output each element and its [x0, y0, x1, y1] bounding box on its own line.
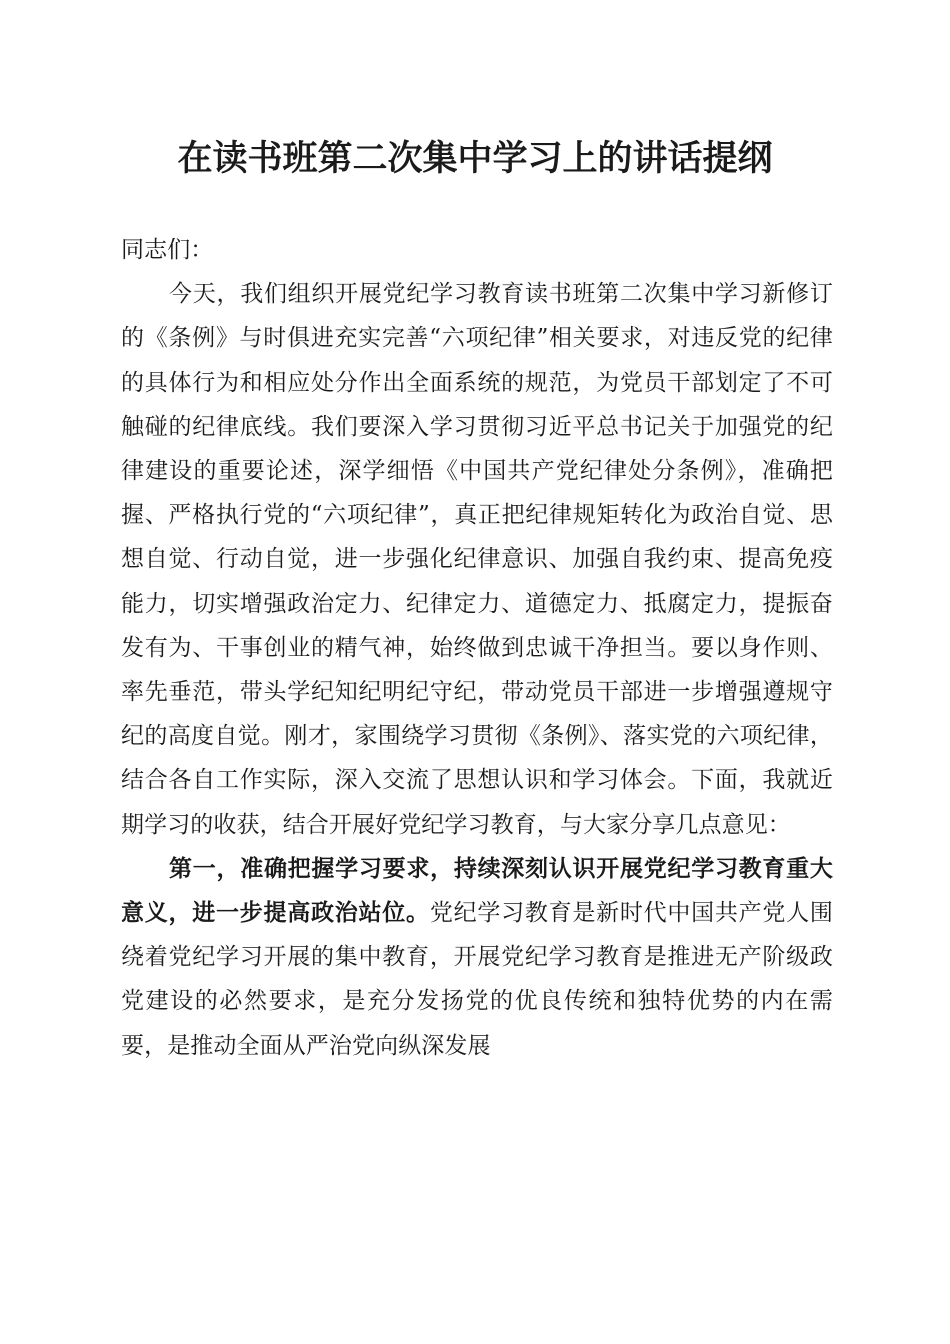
document-body: [121, 228, 833, 1068]
paragraph-opening: 今天，我们组织开展党纪学习教育读书班第二次集中学习新修订的《条例》与时俱进充实完善“六项纪律”相关要求，对违反党的纪律的具体行为和相应处分作出全面系统的规范，为党员干部划定了不可触碰的纪律底线。我们要深入学习贯彻习近平总书记关于加强党的纪律建设的重要论述，深学细悟《中国共产党纪律处分条例》，准确把握、严格执行党的“六项纪律”，真正把纪律规矩转化为政治自觉、思想自觉、行动自觉，进一步强化纪律意识、加强自我约束、提高免疫能力，切实增强政治定力、纪律定力、道德定力、抵腐定力，提振奋发有为、干事创业的精气神，始终做到忠诚干净担当。要以身作则、率先垂范，带头学纪知纪明纪守纪，带动党员干部进一步增强遵规守纪的高度自觉。刚才，家围绕学习贯彻《条例》、落实党的六项纪律，结合各自工作实际，深入交流了思想认识和学习体会。下面，我就近期学习的收获，结合开展好党纪学习教育，与大家分享几点意见：: [121, 281, 833, 838]
salutation: 同志们：: [121, 237, 214, 263]
first-point-body: 党纪学习教育是新时代中国共产党人围绕着党纪学习开展的集中教育，开展党纪学习教育是推进无产阶级政党建设的必然要求，是充分发扬党的优良传统和独特优势的内在需要，是推动全面从严治党向纵深发展: [121, 900, 833, 1059]
first-point-heading: 第一，准确把握学习要求，持续深刻认识开展党纪学习教育重大意义，进一步提高政治站位。: [121, 854, 833, 927]
paragraph-first-point: [121, 847, 833, 1068]
document-title: 在读书班第二次集中学习上的讲话提纲: [177, 138, 773, 179]
